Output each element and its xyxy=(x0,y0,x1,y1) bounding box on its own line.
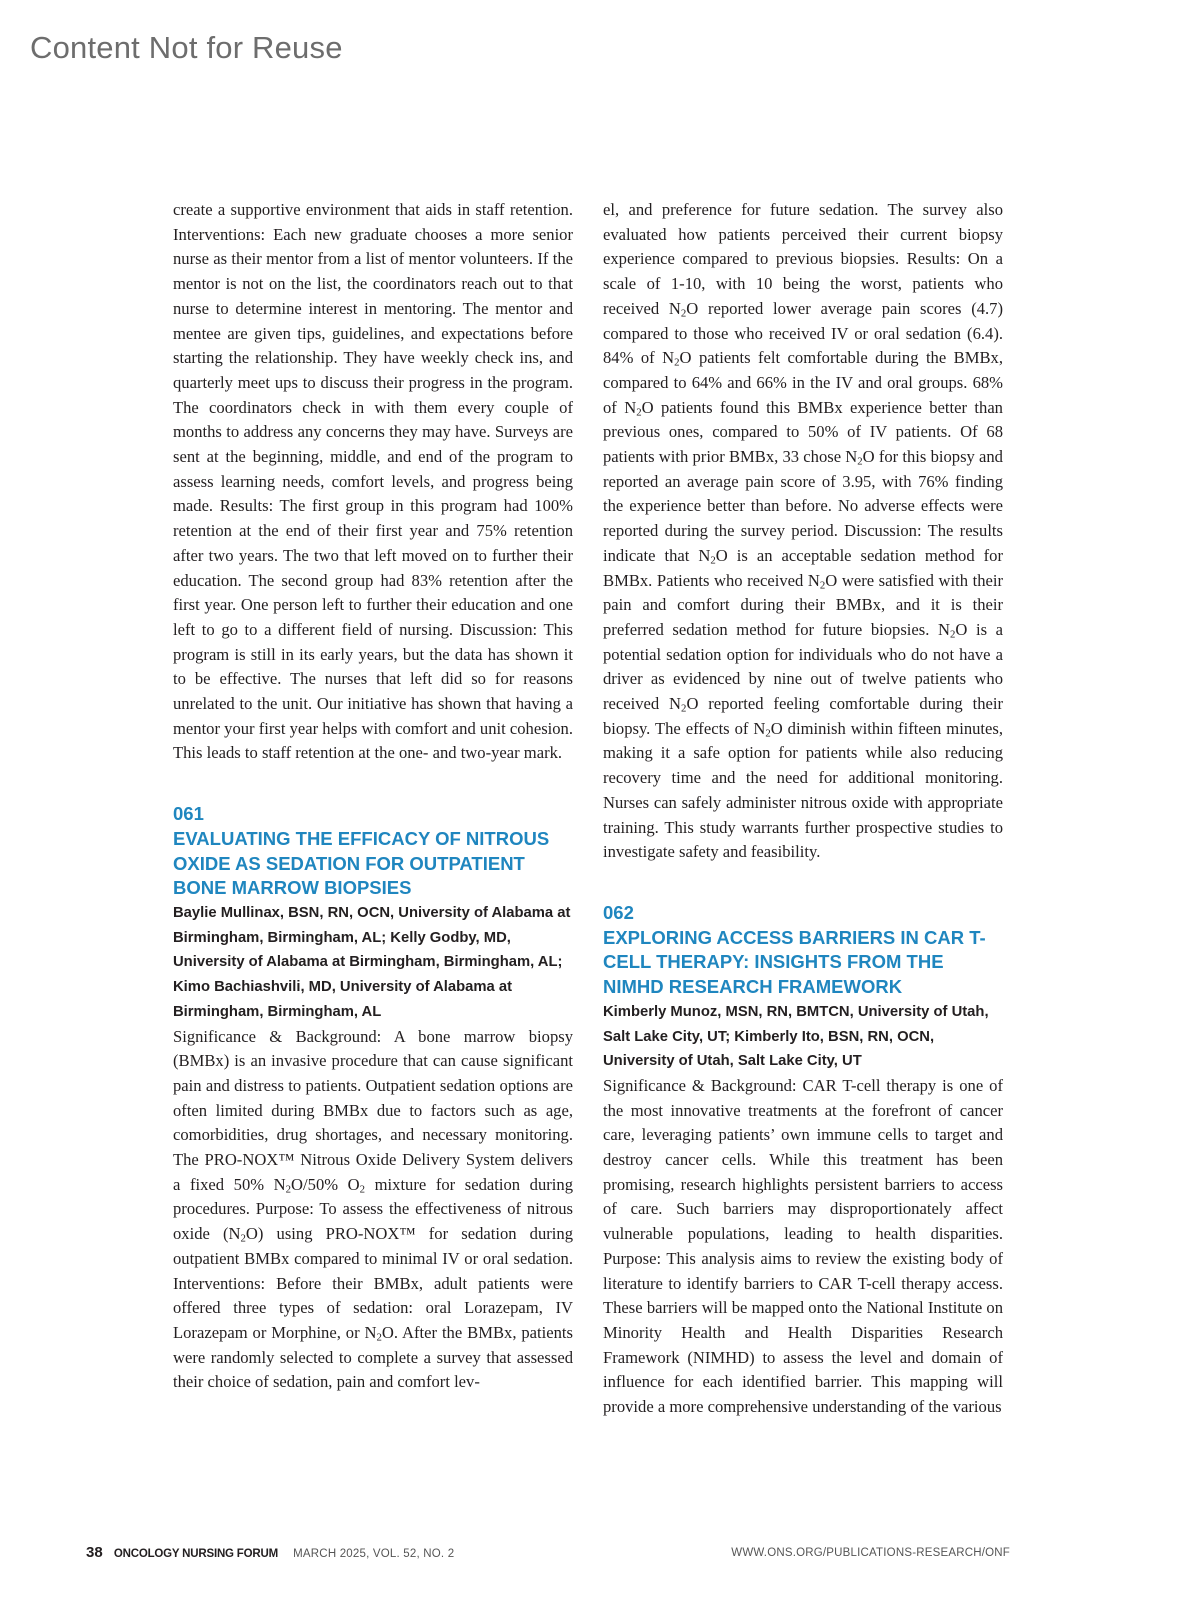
section-body-062: Significance & Background: CAR T-cell therapy is one of the most innovative treatments at the forefront of cancer care, leveraging patients’ own immune cells to target and destroy cancer cells. While this treatment has been promising, research highlights persistent barriers to access of care. Such barriers may disproportionately affect vulnerable populations, leading to health disparities. Purpose: This analysis aims to review the existing body of literature to identify barriers to CAR T-cell therapy access. These barriers will be mapped onto the National Institute on Minority Health and Health Disparities Research Framework (NIMHD) to assess the level and domain of influence for each identified barrier. This mapping will provide a more comprehensive understanding of the various xyxy=(603,1075,1003,1417)
page-footer xyxy=(86,1544,1010,1561)
left-column xyxy=(173,198,573,1395)
journal-name: ONCOLOGY NURSING FORUM xyxy=(113,1548,278,1560)
section-number-062: 062 xyxy=(603,901,634,923)
section-authors-062: Kimberly Munoz, MSN, RN, BMTCN, University of Utah, Salt Lake City, UT; Kimberly Ito, BSN, RN, OCN, University of Utah, Salt Lake City, UT xyxy=(603,1003,989,1070)
section-title-062: EXPLORING ACCESS BARRIERS IN CAR T-CELL THERAPY: INSIGHTS FROM THE NIMHD RESEARCH FRAMEWORK xyxy=(603,926,986,998)
right-column xyxy=(603,198,1003,1420)
section-number-061: 061 xyxy=(173,803,204,825)
watermark: Content Not for Reuse xyxy=(30,30,343,65)
page-number: 38 xyxy=(86,1544,103,1561)
journal-url[interactable]: WWW.ONS.ORG/PUBLICATIONS-RESEARCH/ONF xyxy=(731,1547,1010,1559)
section-title-061: EVALUATING THE EFFICACY OF NITROUS OXIDE AS SEDATION FOR OUTPATIENT BONE MARROW BIOPSIES xyxy=(173,827,550,899)
continuation-text: create a supportive environment that aids in staff retention. Interventions: Each new graduate chooses a more senior nurse as their mentor from a list of mentor volunteers. If the mentor is not on the list, the coordinators reach out to that nurse to determine interest in mentoring. The mentor and mentee are given tips, guidelines, and expectations before starting the relationship. They have weekly check ins, and quarterly meet ups to discuss their progress in the program. The coordinators check in with them every couple of months to address any concerns they may have. Surveys are sent at the beginning, middle, and end of the program to assess learning needs, comfort levels, and progress being made. Results: The first group in this program had 100% retention at the end of their first year and 75% retention after two years. The two that left moved on to further their education. The second group had 83% retention after the first year. One person left to further their education and one left to go to a different field of nursing. Discussion: This program is still in its early years, but the data has shown it to be effective. The nurses that left did so for reasons unrelated to the unit. Our initiative has shown that having a mentor your first year helps with comfort and unit cohesion. This leads to staff retention at the one- and two-year mark. xyxy=(173,200,574,763)
section-authors-061: Baylie Mullinax, BSN, RN, OCN, University of Alabama at Birmingham, Birmingham, AL; Kelly Godby, MD, University of Alabama at Birmingham, Birmingham, AL; Kimo Bachiashvili, MD, University of Alabama at Birmingham, Birmingham, AL xyxy=(173,904,571,1020)
issue-info: MARCH 2025, VOL. 52, NO. 2 xyxy=(293,1548,455,1560)
continuation-text-061: el, and preference for future sedation. The survey also evaluated how patients perceived their current biopsy experience compared to previous biopsies. Results: On a scale of 1-10, with 10 being the worst, patients who received $N_2O$ reported lower average pain scores (4.7) compared to those who received IV or oral sedation (6.4). 84% of $N_2O$ patients felt comfortable during the BMBx, compared to 64% and 66% in the IV and oral groups. 68% of $N_2O$ patients found this BMBx experience better than previous ones, compared to 50% of IV patients. Of 68 patients with prior BMBx, 33 chose $N_2O$ for this biopsy and reported an average pain score of 3.95, with 76% finding the experience better than before. No adverse effects were reported during the survey period. Discussion: The results indicate that $N_2O$ is an acceptable sedation method for BMBx. Patients who received $N_2O$ were satisfied with their pain and comfort during their BMBx, and it is their preferred sedation method for future biopsies. $N_2O$ is a potential sedation option for individuals who do not have a driver as evidenced by nine out of twelve patients who received $N_2O$ reported feeling comfortable during their biopsy. The effects of $N_2O$ diminish within fifteen minutes, making it a safe option for patients while also reducing recovery time and the need for additional monitoring. Nurses can safely administer nitrous oxide with appropriate training. This study warrants further prospective studies to investigate safety and feasibility. xyxy=(603,200,1003,862)
section-body-061: Significance & Background: A bone marrow biopsy (BMBx) is an invasive procedure that can cause significant pain and distress to patients. Outpatient sedation options are often limited during BMBx due to factors such as age, comorbidities, drug shortages, and necessary monitoring. The PRO-NOX™ Nitrous Oxide Delivery System delivers a fixed 50% $N_2O/50\%$ $O_2$ mixture for sedation during procedures. Purpose: To assess the effectiveness of nitrous oxide $(N_2O)$ using PRO-NOX™ for sedation during outpatient BMBx compared to minimal IV or oral sedation. Interventions: Before their BMBx, adult patients were offered three types of sedation: oral Lorazepam, IV Lorazepam or Morphine, or $N_2O$. After the BMBx, patients were randomly selected to complete a survey that assessed their choice of sedation, pain and comfort lev- xyxy=(173,1026,574,1392)
